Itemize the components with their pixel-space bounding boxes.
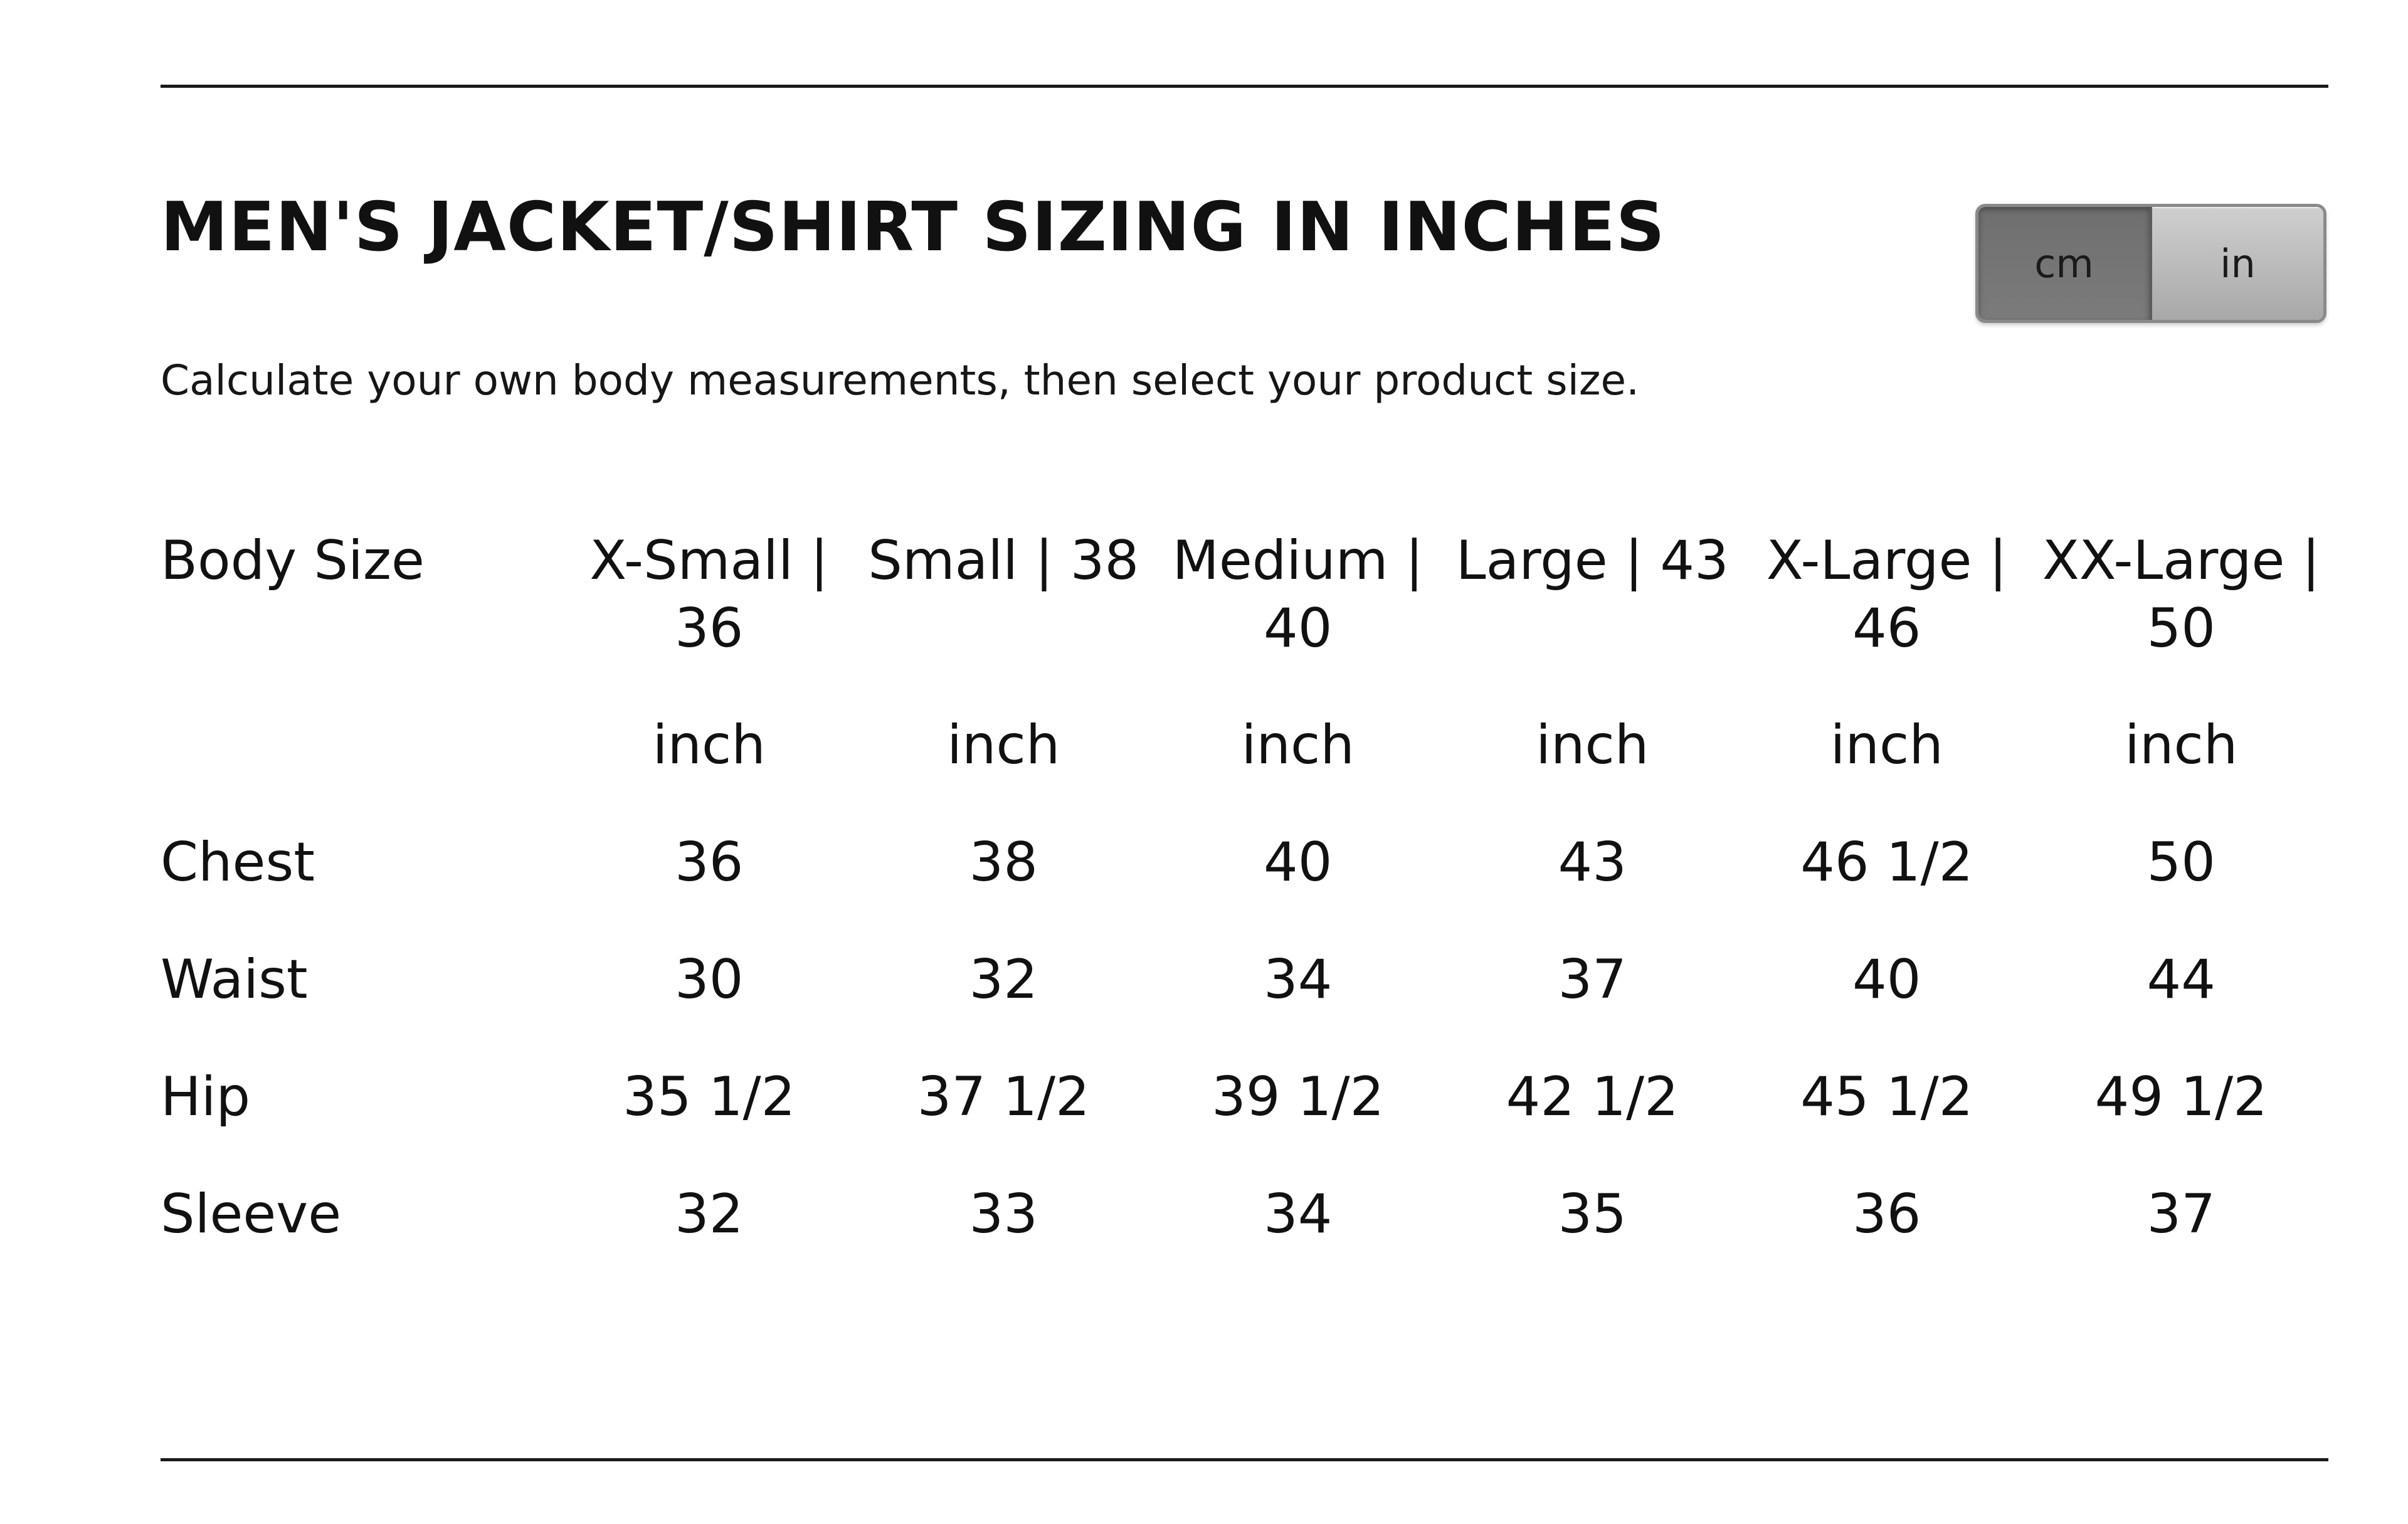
size-header-small: Small | 38: [868, 529, 1139, 592]
table-cell: 32: [675, 1183, 744, 1246]
unit-row-label: [161, 711, 562, 828]
table-row-chest: [161, 828, 2328, 946]
unit-cell: inch: [2125, 714, 2238, 776]
bottom-divider: [161, 1458, 2328, 1461]
size-header-xsmall: X-Small | 36: [589, 529, 829, 660]
table-row-waist: [161, 946, 2328, 1063]
table-cell: 34: [1264, 948, 1333, 1011]
body-size-header: Body Size: [161, 529, 425, 592]
table-cell: 36: [675, 831, 744, 894]
table-cell: 43: [1558, 831, 1627, 894]
table-cell: 37 1/2: [917, 1066, 1090, 1128]
table-row-hip: [161, 1063, 2328, 1180]
unit-cell: inch: [652, 714, 766, 776]
table-cell: 40: [1264, 831, 1333, 894]
table-row-sleeve: [161, 1180, 2328, 1298]
row-label-waist: Waist: [161, 948, 308, 1011]
table-cell: 38: [969, 831, 1038, 894]
unit-cell: inch: [1830, 714, 1943, 776]
page-subtitle: Calculate your own body measurements, then select your product size.: [161, 356, 1640, 405]
unit-in-button[interactable]: in: [2152, 207, 2323, 320]
table-cell: 37: [2147, 1183, 2215, 1246]
row-label-chest: Chest: [161, 831, 315, 894]
unit-cell: inch: [947, 714, 1060, 776]
table-cell: 35 1/2: [623, 1066, 796, 1128]
table-cell: 36: [1852, 1183, 1921, 1246]
table-header-row: [161, 527, 2328, 711]
size-header-xxlarge: XX-Large | 50: [2042, 529, 2320, 660]
table-cell: 50: [2147, 831, 2215, 894]
table-cell: 35: [1558, 1183, 1627, 1246]
size-header-large: Large | 43: [1455, 529, 1729, 592]
top-divider: [161, 85, 2328, 88]
table-cell: 34: [1264, 1183, 1333, 1246]
table-cell: 45 1/2: [1800, 1066, 1973, 1128]
table-cell: 40: [1852, 948, 1921, 1011]
size-header-medium: Medium | 40: [1172, 529, 1423, 660]
table-cell: 30: [675, 948, 744, 1011]
unit-toggle[interactable]: [1975, 204, 2326, 323]
table-cell: 33: [969, 1183, 1038, 1246]
table-cell: 32: [969, 948, 1038, 1011]
row-label-sleeve: Sleeve: [161, 1183, 342, 1246]
table-cell: 44: [2147, 948, 2215, 1011]
table-cell: 42 1/2: [1506, 1066, 1679, 1128]
size-chart-table: [161, 527, 2328, 1298]
table-cell: 49 1/2: [2094, 1066, 2268, 1128]
unit-cm-button[interactable]: cm: [1978, 207, 2152, 320]
unit-row: [161, 711, 2328, 828]
size-header-xlarge: X-Large | 46: [1766, 529, 2007, 660]
row-label-hip: Hip: [161, 1066, 251, 1128]
unit-cell: inch: [1241, 714, 1354, 776]
table-cell: 39 1/2: [1212, 1066, 1385, 1128]
page-title: MEN'S JACKET/SHIRT SIZING IN INCHES: [161, 188, 1666, 267]
table-cell: 46 1/2: [1800, 831, 1973, 894]
unit-cell: inch: [1536, 714, 1649, 776]
table-cell: 37: [1558, 948, 1627, 1011]
